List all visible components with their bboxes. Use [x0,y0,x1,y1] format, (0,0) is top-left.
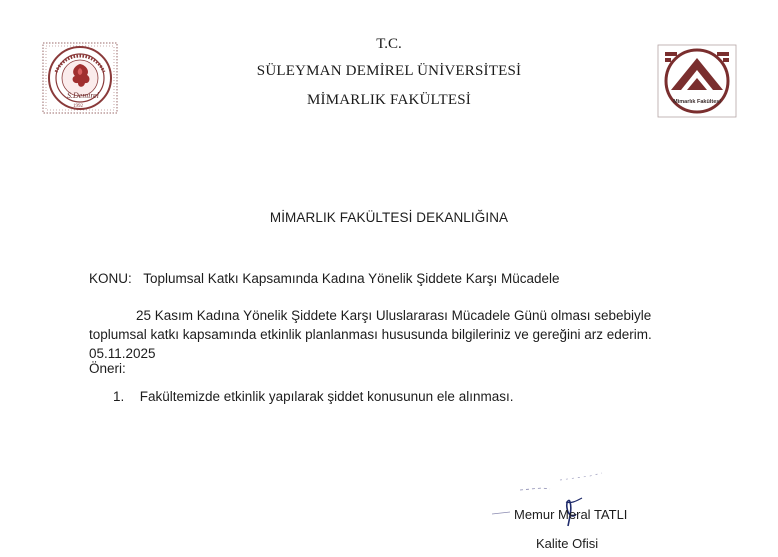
suggestion-item [113,389,513,404]
subject-text: Toplumsal Katkı Kapsamında Kadına Yönelik Şiddete Karşı Mücadele [143,271,560,286]
header-university: SÜLEYMAN DEMİREL ÜNİVERSİTESİ [256,63,522,79]
suggestion-number: 1. [113,389,125,404]
body-paragraph: 25 Kasım Kadına Yönelik Şiddete Karşı Uluslararası Mücadele Günü olması sebebiyle toplumsal katkı kapsamında etkinlik planlanması hususunda bilgileriniz ve gereğini arz ederim. 05.11.2025 [89,308,652,361]
header-faculty: MİMARLIK FAKÜLTESİ [306,92,472,108]
recipient-heading: MİMARLIK FAKÜLTESİ DEKANLIĞINA [269,210,509,225]
faculty-logo [657,44,737,118]
subject-line [89,271,560,286]
signatory-office: Kalite Ofisi [536,536,599,551]
svg-text:Mimarlık Fakültesi: Mimarlık Fakültesi [673,99,721,105]
subject-label: KONU: [89,271,132,286]
signatory-name: Memur Meral TATLI [514,507,628,522]
svg-text:S.Demirel: S.Demirel [67,91,99,100]
svg-text:1992: 1992 [73,104,83,109]
header-tc: T.C. [376,36,402,52]
suggestions-label: Öneri: [89,361,126,376]
suggestion-text: Fakültemizde etkinlik yapılarak şiddet konusunun ele alınması. [139,389,514,404]
architecture-faculty-logo-icon [657,44,737,118]
